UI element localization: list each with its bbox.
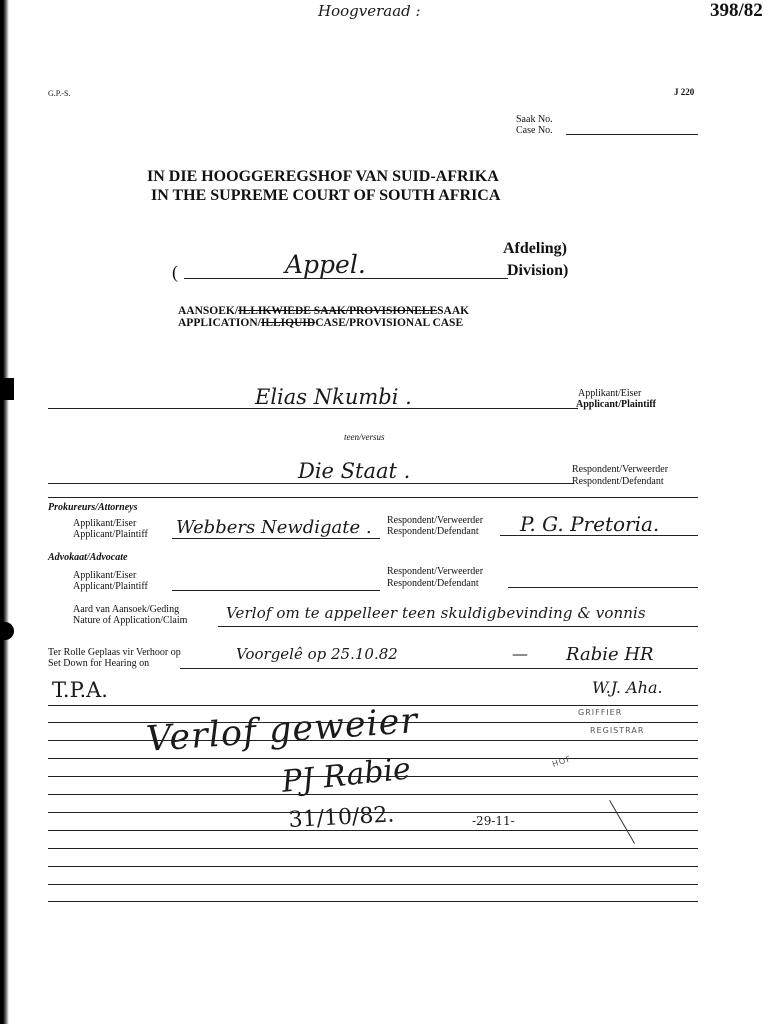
attorney-respondent-label-af: Respondent/Verweerder bbox=[387, 515, 484, 526]
notes-date: 31/10/82. bbox=[288, 802, 395, 833]
notes-line bbox=[48, 866, 698, 867]
attorney-respondent-label-en: Respondent/Defendant bbox=[387, 526, 479, 537]
page-ref: 398/82 bbox=[710, 0, 763, 21]
advocate-applicant-label-af: Applikant/Eiser bbox=[73, 570, 137, 581]
division-label-af: Afdeling) bbox=[503, 240, 567, 257]
hearing-field bbox=[180, 668, 698, 669]
advocate-applicant-field bbox=[172, 590, 380, 591]
scan-punch-mark bbox=[0, 378, 14, 400]
division-open-paren: ( bbox=[172, 262, 178, 282]
applicant-name: Elias Nkumbi . bbox=[255, 385, 412, 409]
notes-line bbox=[48, 758, 698, 759]
notes-line bbox=[48, 722, 698, 723]
nature-value: Verlof om te appelleer teen skuldigbevinding & vonnis bbox=[226, 604, 646, 622]
division-label-en: Division) bbox=[507, 262, 569, 279]
case-no-label-en: Case No. bbox=[516, 125, 553, 136]
court-title-af: IN DIE HOOGGEREGSHOF VAN SUID-AFRIKA bbox=[147, 168, 499, 185]
notes-order: Verlof geweier bbox=[145, 701, 420, 760]
nature-label-en: Nature of Application/Claim bbox=[73, 615, 188, 626]
notes-line bbox=[48, 848, 698, 849]
case-no-field bbox=[566, 134, 698, 135]
application-type-af-suffix: SAAK bbox=[437, 305, 470, 317]
case-no-label-af: Saak No. bbox=[516, 114, 553, 125]
nature-label-af: Aard van Aansoek/Geding bbox=[73, 604, 180, 615]
application-type-af-struck: ILLIKWIEDE SAAK/PROVISIONELE bbox=[238, 305, 438, 317]
form-code: J 220 bbox=[674, 87, 695, 97]
notes-line bbox=[48, 812, 698, 813]
registrar-stamp-1: GRIFFIER bbox=[578, 708, 623, 717]
application-type-en-prefix: APPLICATION/ bbox=[178, 317, 261, 329]
advocate-respondent-field bbox=[508, 587, 698, 588]
respondent-name: Die Staat . bbox=[298, 459, 411, 483]
versus-label: teen/versus bbox=[344, 432, 385, 442]
notes-line bbox=[48, 830, 698, 831]
respondent-field bbox=[48, 483, 573, 484]
attorneys-heading: Prokureurs/Attorneys bbox=[48, 502, 138, 513]
notes-initials: W.J. Aha. bbox=[592, 678, 663, 697]
notes-line bbox=[48, 901, 698, 902]
application-type-en-struck: ILLIQUID bbox=[260, 317, 316, 329]
applicant-label-en: Applicant/Plaintiff bbox=[576, 399, 657, 410]
respondent-label-af: Respondent/Verweerder bbox=[572, 464, 669, 475]
notes-line1: T.P.A. bbox=[52, 678, 108, 702]
section-divider bbox=[48, 497, 698, 498]
attorney-applicant-label-en: Applicant/Plaintiff bbox=[73, 529, 148, 540]
attorney-applicant-label-af: Applikant/Eiser bbox=[73, 518, 137, 529]
scan-hole-mark bbox=[0, 622, 14, 640]
nature-field bbox=[218, 626, 698, 627]
attorney-respondent-value: P. G. Pretoria. bbox=[520, 512, 660, 536]
respondent-label-en: Respondent/Defendant bbox=[572, 476, 664, 487]
hearing-dash: — bbox=[512, 644, 528, 663]
registrar-stamp-3: HOF bbox=[551, 754, 573, 769]
stamp-border bbox=[609, 800, 635, 844]
notes-line bbox=[48, 776, 698, 777]
handwritten-title: Hoogveraad : bbox=[318, 2, 421, 20]
stamp-date: -29-11- bbox=[472, 814, 515, 828]
court-title-en: IN THE SUPREME COURT OF SOUTH AFRICA bbox=[151, 187, 501, 204]
notes-line bbox=[48, 740, 698, 741]
advocate-heading: Advokaat/Advocate bbox=[48, 552, 128, 563]
application-type-af-prefix: AANSOEK/ bbox=[178, 305, 239, 317]
hearing-label-af: Ter Rolle Geplaas vir Verhoor op bbox=[48, 647, 181, 658]
applicant-label-af: Applikant/Eiser bbox=[578, 388, 642, 399]
applicant-field bbox=[48, 408, 578, 409]
notes-line bbox=[48, 884, 698, 885]
advocate-applicant-label-en: Applicant/Plaintiff bbox=[73, 581, 148, 592]
printer-code: G.P.-S. bbox=[48, 89, 71, 98]
scan-left-edge bbox=[0, 0, 9, 1024]
notes-line bbox=[48, 705, 698, 706]
hearing-judge: Rabie HR bbox=[566, 644, 654, 665]
registrar-stamp-2: REGISTRAR bbox=[590, 726, 645, 735]
application-type-en bbox=[178, 317, 463, 329]
advocate-respondent-label-en: Respondent/Defendant bbox=[387, 578, 479, 589]
attorney-applicant-value: Webbers Newdigate . bbox=[176, 517, 372, 538]
application-type-af bbox=[178, 305, 469, 317]
attorney-applicant-field bbox=[172, 538, 380, 539]
notes-line bbox=[48, 794, 698, 795]
hearing-label-en: Set Down for Hearing on bbox=[48, 658, 150, 669]
division-value: Appel. bbox=[285, 250, 366, 279]
hearing-value: Voorgelê op 25.10.82 bbox=[236, 645, 398, 663]
notes-signature: PJ Rabie bbox=[280, 751, 413, 800]
application-type-en-suffix: CASE/PROVISIONAL CASE bbox=[315, 317, 464, 329]
advocate-respondent-label-af: Respondent/Verweerder bbox=[387, 566, 484, 577]
